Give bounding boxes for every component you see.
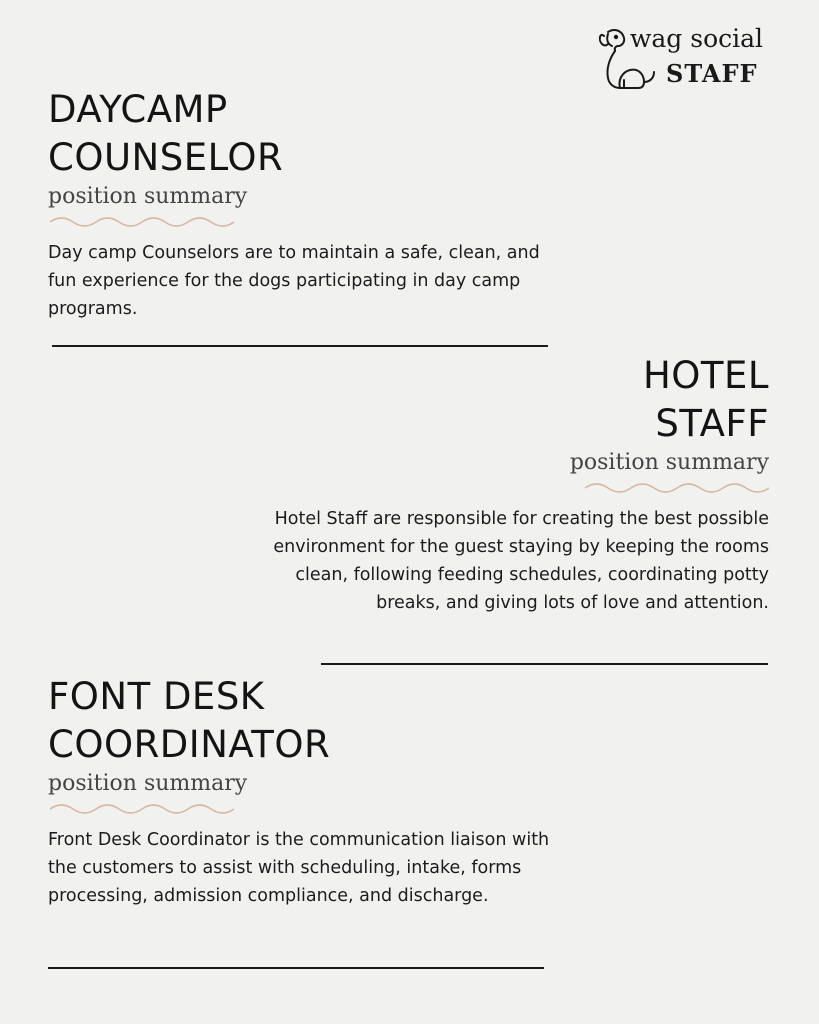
section-subtitle: position summary [48,771,248,796]
title-line-2: COORDINATOR [48,723,331,766]
wave-divider-icon [48,802,234,816]
title-line-1: FONT DESK [48,675,265,718]
title-line-2: COUNSELOR [48,136,284,179]
section-title [209,352,769,448]
section-subtitle: position summary [48,184,248,209]
section-body: Front Desk Coordinator is the communication liaison with the customers to assist with scheduling, intake, forms processing, admission compliance, and discharge. [48,830,550,906]
wave-divider-icon [48,215,234,229]
section-divider [52,345,548,347]
section-body: Day camp Counselors are to maintain a safe, clean, and fun experience for the dogs participating in day camp programs. [48,243,540,319]
section-body: Hotel Staff are responsible for creating the best possible environment for the guest staying by keeping the rooms clean, following feeding schedules, coordinating potty breaks, and giving lots of love and attention. [273,509,769,613]
section-divider [48,967,544,969]
section-front-desk-coordinator [48,673,568,910]
title-line-1: HOTEL [642,354,769,397]
logo-wordmark-bottom: STAFF [666,59,758,88]
wave-divider-icon [583,481,769,495]
brand-logo [596,24,776,94]
title-line-1: DAYCAMP [48,88,228,131]
section-hotel-staff [209,352,769,617]
section-daycamp-counselor [48,86,568,323]
logo-wordmark-top: wag social [630,24,764,53]
title-line-2: STAFF [655,402,769,445]
section-subtitle: position summary [569,450,769,475]
section-title [48,673,568,769]
section-divider [321,663,768,665]
section-title [48,86,568,182]
